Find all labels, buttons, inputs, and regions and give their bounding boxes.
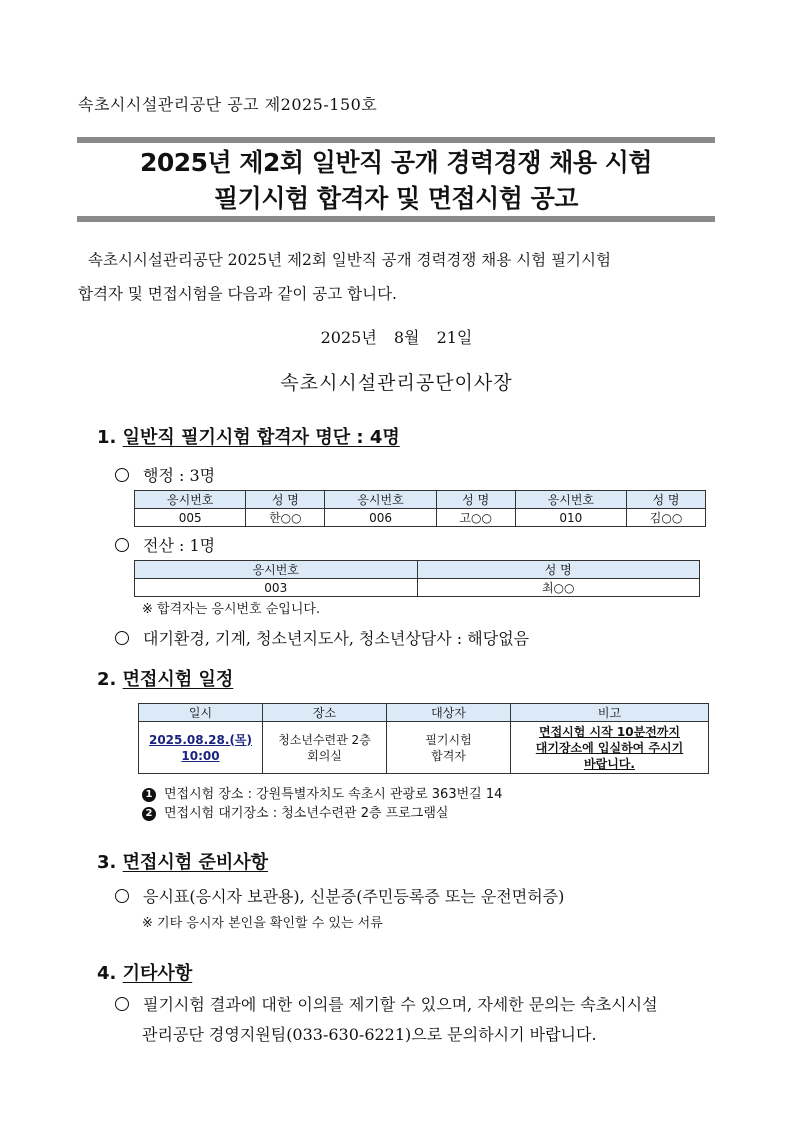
intro-line1: 속초시시설관리공단 2025년 제2회 일반직 공개 경력경쟁 채용 시험 필기시험 — [88, 251, 611, 269]
intro-line2: 합격자 및 면접시험을 다음과 같이 공고 합니다. — [78, 285, 397, 303]
table-header: 장소 — [263, 704, 387, 722]
other-info-item — [115, 992, 658, 1015]
section4-number: 4. — [97, 963, 117, 984]
no-passers-text: 대기환경, 기계, 청소년지도사, 청소년상담사 : 해당없음 — [143, 629, 530, 648]
table-header: 성 명 — [417, 561, 700, 579]
announcement-date: 2025년 8월 21일 — [320, 328, 473, 347]
table-cell: 고○○ — [436, 509, 515, 527]
section2-title: 면접시험 일정 — [122, 669, 234, 690]
section1-number: 1. — [97, 427, 117, 448]
schedule-remark-line2: 대기장소에 입실하여 주시기 — [535, 740, 684, 755]
it-passers-table — [134, 560, 700, 597]
schedule-remark-cell — [511, 722, 709, 774]
table-header: 응시번호 — [135, 491, 246, 509]
table-header: 성 명 — [436, 491, 515, 509]
table-header: 성 명 — [627, 491, 706, 509]
schedule-target-line2: 합격자 — [431, 748, 466, 763]
table-cell: 최○○ — [417, 579, 700, 597]
passers-order-note: ※ 합격자는 응시번호 순입니다. — [142, 602, 321, 617]
section1-title: 일반직 필기시험 합격자 명단 : 4명 — [122, 427, 400, 448]
schedule-remark-line3: 바랍니다. — [584, 756, 635, 771]
table-header: 대상자 — [387, 704, 511, 722]
table-header: 성 명 — [246, 491, 325, 509]
circle-bullet-icon — [115, 468, 129, 482]
document-title-line1: 2025년 제2회 일반직 공개 경력경쟁 채용 시험 — [139, 148, 653, 177]
circle-bullet-icon — [115, 997, 129, 1011]
circle-bullet-icon — [115, 538, 129, 552]
table-header: 일시 — [139, 704, 263, 722]
schedule-target-cell — [387, 722, 511, 774]
table-cell: 한○○ — [246, 509, 325, 527]
table-cell: 006 — [325, 509, 436, 527]
number-two-icon: 2 — [142, 807, 156, 821]
issuer-name: 속초시시설관리공단이사장 — [280, 372, 513, 394]
section4-heading — [97, 959, 192, 985]
table-cell: 010 — [515, 509, 626, 527]
section2-number: 2. — [97, 669, 117, 690]
schedule-datetime-cell — [139, 722, 263, 774]
table-cell: 003 — [135, 579, 418, 597]
circle-bullet-icon — [115, 889, 129, 903]
table-cell: 005 — [135, 509, 246, 527]
table-header: 비고 — [511, 704, 709, 722]
section1-heading — [97, 423, 400, 449]
admin-label-item — [115, 463, 215, 486]
section3-number: 3. — [97, 852, 117, 873]
interview-location-note — [142, 783, 502, 802]
schedule-remark-line1: 면접시험 시작 10분전까지 — [539, 724, 680, 739]
schedule-date: 2025.08.28.(목) — [148, 732, 253, 747]
schedule-place-line2: 회의실 — [307, 748, 342, 763]
circle-bullet-icon — [115, 631, 129, 645]
admin-label: 행정 : 3명 — [143, 466, 216, 485]
title-bottom-rule — [77, 216, 715, 222]
section2-heading — [97, 665, 233, 691]
table-cell: 김○○ — [627, 509, 706, 527]
waiting-room-note — [142, 802, 448, 821]
schedule-target-line1: 필기시험 — [425, 732, 472, 747]
preparation-text: 응시표(응시자 보관용), 신분증(주민등록증 또는 운전면허증) — [143, 887, 565, 906]
table-header: 응시번호 — [135, 561, 418, 579]
other-info-line2: 관리공단 경영지원팀(033-630-6221)으로 문의하시기 바랍니다. — [142, 1025, 597, 1044]
interview-schedule-table — [138, 703, 709, 774]
it-label-item — [115, 533, 215, 556]
it-label: 전산 : 1명 — [143, 536, 216, 555]
notice-number: 속초시시설관리공단 공고 제2025-150호 — [78, 95, 378, 114]
section3-title: 면접시험 준비사항 — [122, 852, 269, 873]
interview-location-text: 면접시험 장소 : 강원특별자치도 속초시 관광로 363번길 14 — [164, 787, 503, 802]
table-header: 응시번호 — [515, 491, 626, 509]
section3-heading — [97, 848, 268, 874]
preparation-item — [115, 884, 564, 907]
no-passers-item — [115, 626, 529, 649]
section4-title: 기타사항 — [122, 963, 193, 984]
preparation-note: ※ 기타 응시자 본인을 확인할 수 있는 서류 — [142, 916, 383, 931]
title-top-rule — [77, 137, 715, 143]
number-one-icon: 1 — [142, 788, 156, 802]
schedule-place-cell — [263, 722, 387, 774]
admin-passers-table — [134, 490, 706, 527]
schedule-place-line1: 청소년수련관 2층 — [278, 732, 371, 747]
schedule-time: 10:00 — [181, 748, 220, 763]
table-header: 응시번호 — [325, 491, 436, 509]
waiting-room-text: 면접시험 대기장소 : 청소년수련관 2층 프로그램실 — [164, 806, 449, 821]
document-title-line2: 필기시험 합격자 및 면접시험 공고 — [214, 184, 578, 213]
other-info-line1: 필기시험 결과에 대한 이의를 제기할 수 있으며, 자세한 문의는 속초시시설 — [143, 995, 658, 1014]
